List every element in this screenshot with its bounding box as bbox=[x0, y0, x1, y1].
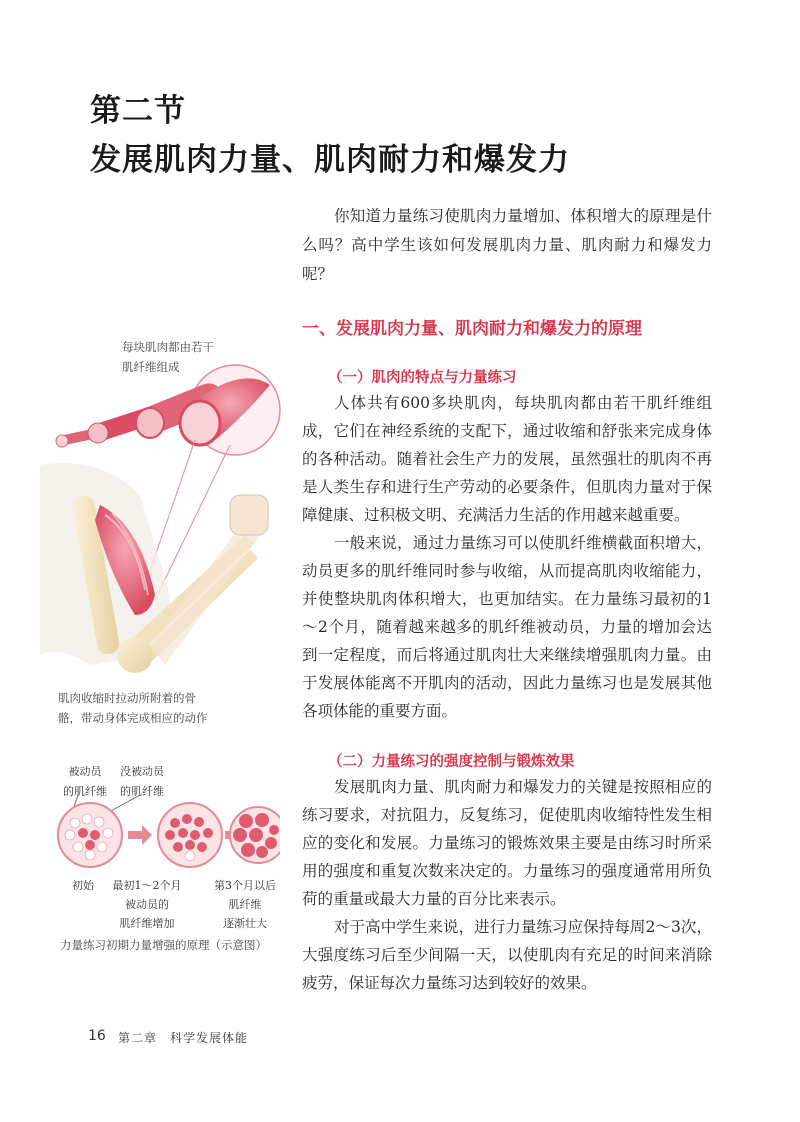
figure1-caption-line2: 骼，带动身体完成相应的动作 bbox=[58, 711, 208, 725]
page-number: 16 bbox=[88, 1028, 106, 1044]
stage-3-months-line1: 第3个月以后 bbox=[214, 879, 276, 892]
muscle-arm-illustration bbox=[40, 345, 290, 690]
fiber-circle-recruited bbox=[158, 803, 222, 867]
stage-1-2-months-line1: 最初1～2个月 bbox=[112, 879, 182, 892]
fist bbox=[230, 495, 268, 535]
stage-3-months-line2: 肌纤维 bbox=[228, 898, 262, 911]
label-recruited-line1: 被动员 bbox=[68, 765, 102, 778]
stage-1-2-months-line3: 肌纤维增加 bbox=[119, 917, 175, 930]
label-unrecruited-line1: 没被动员 bbox=[120, 765, 164, 778]
stage-3-months-line3: 逐渐壮大 bbox=[223, 917, 267, 930]
body-paragraph: 对于高中学生来说，进行力量练习应保持每周2～3次，大强度练习后至少间隔一天，以使肌肉有充足的时间来消除疲劳，保证每次力量练习达到较好的效果。 bbox=[302, 918, 712, 992]
body-paragraph: 发展肌肉力量、肌肉耐力和爆发力的关键是按照相应的练习要求，对抗阻力，反复练习，促使肌肉收缩特性发生相应的变化和发展。力量练习的锻炼效果主要是由练习时所采用的强度和重复次数来决定的。力量练习的强度通常用所负荷的重量或最大力量的百分比来表示。 bbox=[302, 778, 712, 908]
section-main-title: 发展肌肉力量、肌肉耐力和爆发力 bbox=[90, 142, 570, 178]
subheading-muscle-characteristics: （一）肌肉的特点与力量练习 bbox=[328, 370, 517, 386]
footer-chapter: 第二章 科学发展体能 bbox=[118, 1031, 249, 1045]
figure2-caption: 力量练习初期力量增强的原理（示意图） bbox=[60, 938, 267, 952]
figure1-callout-line1: 每块肌肉都由若干 bbox=[122, 340, 214, 354]
fiber-circle-hypertrophy bbox=[230, 807, 280, 863]
figure1-caption-line1: 肌肉收缩时拉动所附着的骨 bbox=[58, 691, 196, 705]
heading-principle: 一、发展肌肉力量、肌肉耐力和爆发力的原理 bbox=[302, 319, 642, 339]
intro-paragraph: 你知道力量练习使肌肉力量增加、体积增大的原理是什么吗？高中学生该如何发展肌肉力量、肌肉耐力和爆发力呢？ bbox=[302, 207, 712, 283]
stage-initial: 初始 bbox=[72, 879, 94, 892]
body-paragraph: 人体共有600多块肌肉，每块肌肉都由若干肌纤维组成，它们在神经系统的支配下，通过收缩和舒张来完成身体的各种活动。随着社会生产力的发展，虽然强壮的肌肉不再是人类生存和进行生产劳动的必要条件，但肌肉力量对于保障健康、过积极文明、充满活力生活的作用越来越重要。 bbox=[302, 394, 712, 524]
section-number-title: 第二节 bbox=[90, 93, 186, 129]
stage-1-2-months-line2: 被动员的 bbox=[125, 898, 169, 911]
body-paragraph: 一般来说，通过力量练习可以使肌纤维横截面积增大，动员更多的肌纤维同时参与收缩，从而提高肌肉收缩能力，并使整块肌肉体积增大，也更加结实。在力量练习最初的1～2个月，随着越来越多的肌纤维被动员，力量的增加会达到一定程度，而后将通过肌肉壮大来继续增强肌肉力量。由于发展体能离不开肌肉的活动，因此力量练习也是发展其他各项体能的重要方面。 bbox=[302, 534, 712, 720]
subheading-intensity-control: （二）力量练习的强度控制与锻炼效果 bbox=[328, 754, 575, 770]
label-unrecruited-line2: 的肌纤维 bbox=[120, 785, 164, 798]
label-recruited-line2: 的肌纤维 bbox=[63, 785, 107, 798]
fiber-recruitment-diagram bbox=[50, 795, 280, 875]
arrow-1 bbox=[128, 825, 152, 845]
figure1-callout-line2: 肌纤维组成 bbox=[122, 360, 180, 374]
fiber-circle-initial bbox=[58, 803, 122, 867]
